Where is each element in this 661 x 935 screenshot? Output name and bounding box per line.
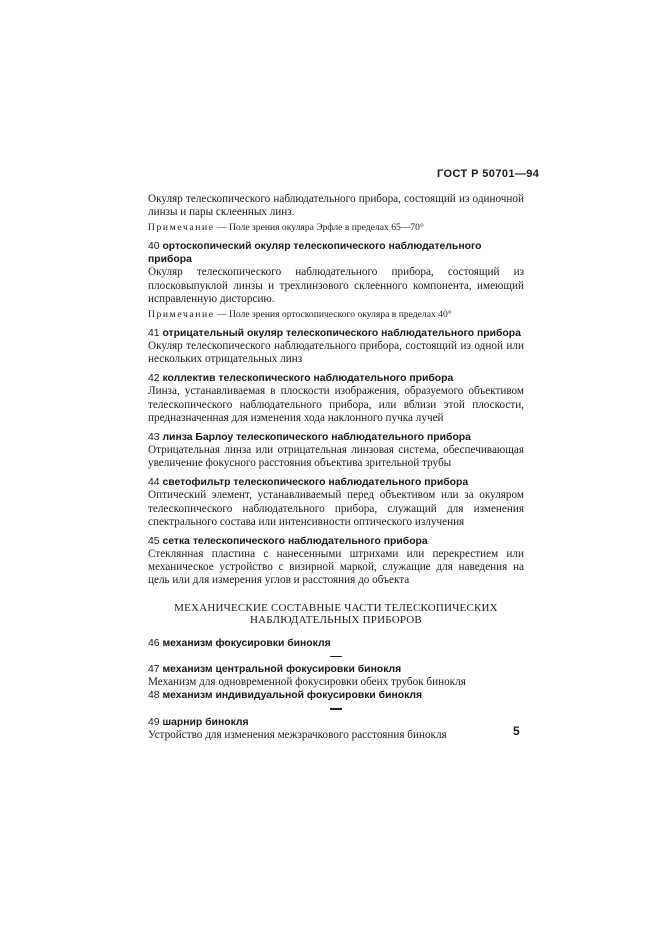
term-43-definition: Отрицательная линза или отрицательная линзовая система, обеспечивающая увеличение фокусного расстояния объектива зрительной трубы <box>148 444 524 470</box>
term-49-definition: Устройство для изменения межзрачкового расстояния бинокля <box>148 728 447 741</box>
term-46-dash <box>330 656 342 658</box>
term-42-number: 42 <box>148 373 160 385</box>
term-47-number: 47 <box>148 664 160 676</box>
term-43-heading <box>148 431 524 444</box>
term-42-heading <box>148 372 524 385</box>
intro-note-label: Примечание <box>148 222 215 234</box>
term-44-definition: Оптический элемент, устанавливаемый перед объективом или за окуляром телескопического наблюдательного прибора, служащий для изменения спектрального состава или интенсивности оптического излучения <box>148 489 524 528</box>
term-44-heading <box>148 476 524 489</box>
page-number: 5 <box>513 724 520 738</box>
section-heading: МЕХАНИЧЕСКИЕ СОСТАВНЫЕ ЧАСТИ ТЕЛЕСКОПИЧЕСКИХ НАБЛЮДАТЕЛЬНЫХ ПРИБОРОВ <box>174 601 498 627</box>
term-45-number: 45 <box>148 536 160 548</box>
term-46-heading <box>148 637 524 650</box>
term-47-definition: Механизм для одновременной фокусировки обеих трубок бинокля <box>148 676 466 689</box>
term-45-heading <box>148 535 524 548</box>
intro-note <box>148 222 524 234</box>
term-48-number: 48 <box>148 690 160 702</box>
term-48-dash <box>330 708 342 710</box>
term-49-title: шарнир бинокля <box>162 716 249 728</box>
term-41-title: отрицательный окуляр телескопического наблюдательного прибора <box>162 328 521 340</box>
intro-note-text: — Поле зрения окуляра Эрфле в пределах 65—70° <box>214 222 424 234</box>
term-49-heading <box>148 716 524 729</box>
term-40-title: ортоскопический окуляр телескопического наблюдательного прибора <box>148 241 482 266</box>
term-46-title: механизм фокусировки бинокля <box>162 637 331 649</box>
term-40-definition: Окуляр телескопического наблюдательного прибора, состоящий из плосковыпуклой линзы и трехлинзового склеенного компонента, имеющий исправленную дисторсию. <box>148 266 524 305</box>
term-44-title: светофильтр телескопического наблюдательного прибора <box>162 477 469 489</box>
term-42-title: коллектив телескопического наблюдательного прибора <box>162 373 454 385</box>
term-41-number: 41 <box>148 328 160 340</box>
term-41-heading <box>148 327 524 340</box>
term-45-title: сетка телескопического наблюдательного прибора <box>162 536 428 548</box>
term-40-heading <box>148 240 524 266</box>
term-40-note <box>148 309 524 321</box>
term-43-title: линза Барлоу телескопического наблюдательного прибора <box>162 432 471 444</box>
term-40-number: 40 <box>148 241 160 253</box>
term-45-definition: Стеклянная пластина с нанесенными штрихами или перекрестием или механическое устройство с визирной маркой, служащие для наведения на цель или для измерения углов и расстояния до объекта <box>148 548 524 587</box>
term-40-note-label: Примечание <box>148 309 215 321</box>
term-48-heading <box>148 689 524 702</box>
term-40-note-text: — Поле зрения ортоскопического окуляра в пределах 40° <box>214 309 452 321</box>
term-48-title: механизм индивидуальной фокусировки бинокля <box>162 690 423 702</box>
term-47-heading <box>148 663 524 676</box>
term-46-number: 46 <box>148 637 160 649</box>
term-41-definition: Окуляр телескопического наблюдательного прибора, состоящий из одной или нескольких отрицательных линз <box>148 340 524 366</box>
document-header: ГОСТ Р 50701—94 <box>437 168 540 180</box>
term-47-title: механизм центральной фокусировки бинокля <box>162 664 402 676</box>
term-42-definition: Линза, устанавливаемая в плоскости изображения, образуемого объективом телескопического наблюдательного прибора, или вблизи этой плоскости, предназначенная для изменения хода наклонного пучка лучей <box>148 385 524 424</box>
term-49-number: 49 <box>148 716 160 728</box>
term-44-number: 44 <box>148 477 160 489</box>
document-body <box>148 193 524 742</box>
intro-definition: Окуляр телескопического наблюдательного прибора, состоящий из одиночной линзы и пары склеенных линз. <box>148 193 524 219</box>
term-43-number: 43 <box>148 432 160 444</box>
